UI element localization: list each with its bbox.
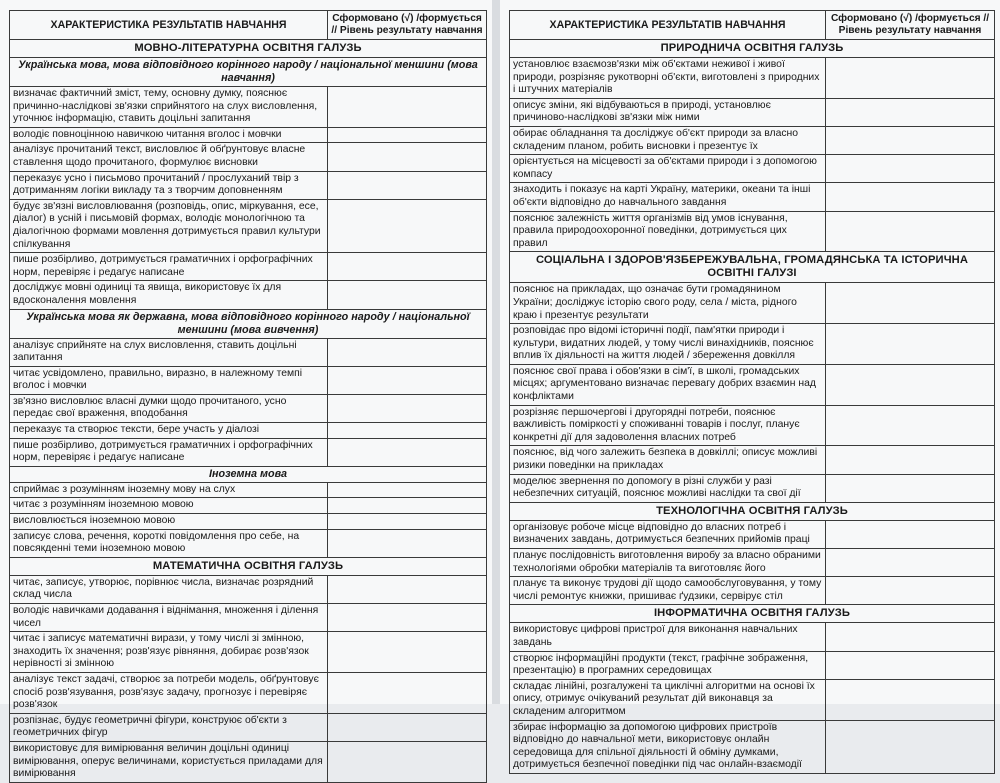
- result-description: збирає інформацію за допомогою цифрових пристроїв відповідно до навчальної мети, використовує онлайн середовища для спільної діяльності й обміну думками, дотримується безпечної поведінки під час онлайн-взаємодії: [510, 720, 826, 773]
- table-row: [10, 672, 487, 713]
- table-body-right: [510, 40, 995, 774]
- table-body-left: [10, 40, 487, 783]
- result-level-cell[interactable]: [328, 171, 487, 199]
- result-description: створює інформаційні продукти (текст, графічне зображення, презентацію) в програмних середовищах: [510, 651, 826, 679]
- table-row: [510, 549, 995, 577]
- page-gutter: [492, 0, 500, 704]
- result-level-cell[interactable]: [328, 529, 487, 557]
- result-description: описує зміни, які відбуваються в природі, установлює причиново-наслідкові зв'язки між ними: [510, 98, 826, 126]
- result-description: орієнтується на місцевості за об'єктами природи і з допомогою компасу: [510, 155, 826, 183]
- result-level-cell[interactable]: [328, 253, 487, 281]
- section-heading-row: [10, 40, 487, 58]
- result-level-cell[interactable]: [826, 520, 995, 548]
- result-level-cell[interactable]: [328, 87, 487, 128]
- table-row: [10, 498, 487, 514]
- result-description: зв'язно висловлює власні думки щодо прочитаного, усно передає свої враження, вподобання: [10, 394, 328, 422]
- section-heading-row: [510, 605, 995, 623]
- table-row: [510, 324, 995, 365]
- result-description: моделює звернення по допомогу в різні служби у разі небезпечних ситуацій, пояснює можливі наслідки та свої дії: [510, 474, 826, 502]
- result-level-cell[interactable]: [826, 623, 995, 651]
- table-row: [510, 651, 995, 679]
- subsection-heading: Українська мова, мова відповідного корінного народу / національної меншини (мова навчання): [10, 58, 487, 87]
- table-row: [10, 338, 487, 366]
- result-description: знаходить і показує на карті Україну, материки, океани та інші об'єкти відповідно до навчального завдання: [510, 183, 826, 211]
- table-row: [510, 405, 995, 446]
- column-header-level: Сформовано (√) /формується // Рівень результату навчання: [328, 11, 487, 40]
- result-description: записує слова, речення, короткі повідомлення про себе, на повсякденні теми іноземною мовою: [10, 529, 328, 557]
- subsection-heading-row: [10, 466, 487, 482]
- section-heading: ІНФОРМАТИЧНА ОСВІТНЯ ГАЛУЗЬ: [510, 605, 995, 623]
- result-description: пише розбірливо, дотримується граматичних і орфографічних норм, перевіряє і редагує написане: [10, 253, 328, 281]
- result-description: розрізняє першочергові і другорядні потреби, пояснює важливість поміркості у споживанні товарів і послуг, планує конкретні дії для задоволення власних потреб: [510, 405, 826, 446]
- result-level-cell[interactable]: [826, 324, 995, 365]
- result-description: читає усвідомлено, правильно, виразно, в належному темпі вголос і мовчки: [10, 366, 328, 394]
- result-level-cell[interactable]: [826, 405, 995, 446]
- result-level-cell[interactable]: [328, 632, 487, 673]
- result-level-cell[interactable]: [826, 720, 995, 773]
- table-row: [10, 514, 487, 530]
- section-heading-row: [510, 40, 995, 58]
- table-row: [510, 364, 995, 405]
- result-level-cell[interactable]: [826, 577, 995, 605]
- result-description: планує та виконує трудові дії щодо самообслуговування, у тому числі ремонтує книжки, пришиває ґудзики, сервірує стіл: [510, 577, 826, 605]
- section-heading: ПРИРОДНИЧА ОСВІТНЯ ГАЛУЗЬ: [510, 40, 995, 58]
- section-heading-row: [10, 557, 487, 575]
- result-description: аналізує текст задачі, створює за потреби модель, обґрунтовує спосіб розв'язування, розв'язує задачу, прогнозує і перевіряє розв'язок: [10, 672, 328, 713]
- table-row: [510, 211, 995, 252]
- result-level-cell[interactable]: [328, 199, 487, 252]
- table-header-row: [510, 11, 995, 40]
- column-header-characteristics: ХАРАКТЕРИСТИКА РЕЗУЛЬТАТІВ НАВЧАННЯ: [10, 11, 328, 40]
- table-row: [510, 155, 995, 183]
- table-row: [10, 632, 487, 673]
- table-row: [510, 183, 995, 211]
- result-level-cell[interactable]: [826, 155, 995, 183]
- result-level-cell[interactable]: [826, 549, 995, 577]
- result-level-cell[interactable]: [328, 127, 487, 143]
- section-heading: ТЕХНОЛОГІЧНА ОСВІТНЯ ГАЛУЗЬ: [510, 502, 995, 520]
- result-description: читає і записує математичні вирази, у тому числі зі змінною, знаходить їх значення; розв'язує рівняння, добирає розв'язок нерівності зі змінною: [10, 632, 328, 673]
- result-level-cell[interactable]: [328, 438, 487, 466]
- result-description: переказує та створює тексти, бере участь у діалозі: [10, 423, 328, 439]
- table-row: [10, 394, 487, 422]
- result-description: висловлюється іноземною мовою: [10, 514, 328, 530]
- result-level-cell[interactable]: [826, 651, 995, 679]
- result-description: обирає обладнання та досліджує об'єкт природи за власно складеним планом, робить висновки і презентує їх: [510, 126, 826, 154]
- result-level-cell[interactable]: [328, 482, 487, 498]
- result-description: використовує для вимірювання величин доцільні одиниці вимірювання, оперує величинами, користується приладами для вимірювання: [10, 741, 328, 782]
- result-level-cell[interactable]: [328, 604, 487, 632]
- result-level-cell[interactable]: [328, 338, 487, 366]
- result-description: читає з розумінням іноземною мовою: [10, 498, 328, 514]
- section-heading-row: [510, 252, 995, 283]
- right-page: [500, 0, 1000, 771]
- result-level-cell[interactable]: [826, 446, 995, 474]
- table-row: [10, 741, 487, 782]
- result-description: пояснює, від чого залежить безпека в довкіллі; описує можливі ризики поведінки на прикладах: [510, 446, 826, 474]
- result-description: установлює взаємозв'язки між об'єктами неживої і живої природи, розрізняє рукотворні об'єкти, виготовлені з природних і штучних матеріалів: [510, 58, 826, 99]
- result-level-cell[interactable]: [826, 679, 995, 720]
- section-heading: МАТЕМАТИЧНА ОСВІТНЯ ГАЛУЗЬ: [10, 557, 487, 575]
- result-level-cell[interactable]: [826, 474, 995, 502]
- result-description: сприймає з розумінням іноземну мову на слух: [10, 482, 328, 498]
- column-header-level: Сформовано (√) /формується // Рівень результату навчання: [826, 11, 995, 40]
- result-description: переказує усно і письмово прочитаний / прослуханий твір з дотриманням логіки викладу та з творчим доповненням: [10, 171, 328, 199]
- result-level-cell[interactable]: [328, 143, 487, 171]
- result-level-cell[interactable]: [826, 183, 995, 211]
- result-description: розпізнає, будує геометричні фігури, конструює об'єкти з геометричних фігур: [10, 713, 328, 741]
- result-level-cell[interactable]: [328, 741, 487, 782]
- table-header-row: [10, 11, 487, 40]
- result-description: досліджує мовні одиниці та явища, використовує їх для вдосконалення мовлення: [10, 281, 328, 309]
- column-header-characteristics: ХАРАКТЕРИСТИКА РЕЗУЛЬТАТІВ НАВЧАННЯ: [510, 11, 826, 40]
- table-row: [10, 438, 487, 466]
- results-table-left: [9, 10, 487, 783]
- result-description: пояснює на прикладах, що означає бути громадянином України; досліджує історію свого роду, села / міста, рідного краю і презентує результати: [510, 283, 826, 324]
- result-level-cell[interactable]: [826, 283, 995, 324]
- result-level-cell[interactable]: [826, 58, 995, 99]
- result-level-cell[interactable]: [328, 672, 487, 713]
- result-description: використовує цифрові пристрої для виконання навчальних завдань: [510, 623, 826, 651]
- result-level-cell[interactable]: [328, 713, 487, 741]
- subsection-heading: Українська мова як державна, мова відповідного корінного народу / національної меншини (мова вивчення): [10, 309, 487, 338]
- table-row: [510, 577, 995, 605]
- subsection-heading: Іноземна мова: [10, 466, 487, 482]
- result-description: планує послідовність виготовлення виробу за власно обраними технологіями обробки матеріалів та виготовляє його: [510, 549, 826, 577]
- results-table-right: [509, 10, 995, 774]
- left-page: [0, 0, 492, 780]
- table-row: [10, 87, 487, 128]
- result-description: організовує робоче місце відповідно до власних потреб і визначених завдань, дотримується безпечних прийомів праці: [510, 520, 826, 548]
- result-description: розповідає про відомі історичні події, пам'ятки природи і культури, видатних людей, у тому числі винахідників, пояснює вплив їх діяльності на життя людей / збереження довкілля: [510, 324, 826, 365]
- table-row: [510, 283, 995, 324]
- result-description: пише розбірливо, дотримується граматичних і орфографічних норм, перевіряє і редагує написане: [10, 438, 328, 466]
- table-row: [10, 143, 487, 171]
- table-row: [10, 171, 487, 199]
- table-row: [10, 482, 487, 498]
- subsection-heading-row: [10, 58, 487, 87]
- result-level-cell[interactable]: [328, 575, 487, 603]
- section-heading: СОЦІАЛЬНА І ЗДОРОВ'ЯЗБЕРЕЖУВАЛЬНА, ГРОМАДЯНСЬКА ТА ІСТОРИЧНА ОСВІТНІ ГАЛУЗІ: [510, 252, 995, 283]
- result-level-cell[interactable]: [328, 514, 487, 530]
- table-row: [10, 423, 487, 439]
- table-row: [510, 446, 995, 474]
- table-row: [510, 98, 995, 126]
- result-level-cell[interactable]: [826, 211, 995, 252]
- result-description: визначає фактичний зміст, тему, основну думку, пояснює причинно-наслідкові зв'язки сприйнятого на слух висловлення, уточнює інформацію, ставить доцільні запитання: [10, 87, 328, 128]
- table-row: [510, 679, 995, 720]
- result-description: пояснює свої права і обов'язки в сім'ї, в школі, громадських місцях; аргументовано визначає перевагу добрих взаємин над конфліктами: [510, 364, 826, 405]
- table-row: [10, 713, 487, 741]
- result-description: читає, записує, утворює, порівнює числа, визначає розрядний склад числа: [10, 575, 328, 603]
- result-description: володіє навичками додавання і віднімання, множення і ділення чисел: [10, 604, 328, 632]
- result-level-cell[interactable]: [826, 126, 995, 154]
- table-row: [510, 520, 995, 548]
- result-level-cell[interactable]: [826, 98, 995, 126]
- table-row: [10, 366, 487, 394]
- result-level-cell[interactable]: [826, 364, 995, 405]
- table-row: [510, 720, 995, 773]
- result-description: будує зв'язні висловлювання (розповідь, опис, міркування, есе, діалог) в усній і письмовій формах, володіє монологічною та діалогічною формами мовлення дотримується правил культури спілкування: [10, 199, 328, 252]
- subsection-heading-row: [10, 309, 487, 338]
- table-row: [510, 474, 995, 502]
- table-row: [10, 127, 487, 143]
- result-description: аналізує сприйняте на слух висловлення, ставить доцільні запитання: [10, 338, 328, 366]
- result-level-cell[interactable]: [328, 498, 487, 514]
- table-row: [10, 253, 487, 281]
- table-row: [10, 575, 487, 603]
- table-row: [510, 58, 995, 99]
- result-level-cell[interactable]: [328, 394, 487, 422]
- result-description: володіє повноцінною навичкою читання вголос і мовчки: [10, 127, 328, 143]
- result-level-cell[interactable]: [328, 281, 487, 309]
- result-description: складає лінійні, розгалужені та циклічні алгоритми на основі їх опису, отримує очікуваний результат дій виконавця за складеним алгоритмом: [510, 679, 826, 720]
- table-row: [510, 623, 995, 651]
- result-description: аналізує прочитаний текст, висловлює й обґрунтовує власне ставлення щодо прочитаного, формулює висновки: [10, 143, 328, 171]
- section-heading-row: [510, 502, 995, 520]
- table-row: [10, 199, 487, 252]
- table-row: [510, 126, 995, 154]
- table-row: [10, 604, 487, 632]
- result-level-cell[interactable]: [328, 423, 487, 439]
- section-heading: МОВНО-ЛІТЕРАТУРНА ОСВІТНЯ ГАЛУЗЬ: [10, 40, 487, 58]
- result-description: пояснює залежність життя організмів від умов існування, правила природоохоронної поведінки, дотримується цих правил: [510, 211, 826, 252]
- result-level-cell[interactable]: [328, 366, 487, 394]
- table-row: [10, 529, 487, 557]
- table-row: [10, 281, 487, 309]
